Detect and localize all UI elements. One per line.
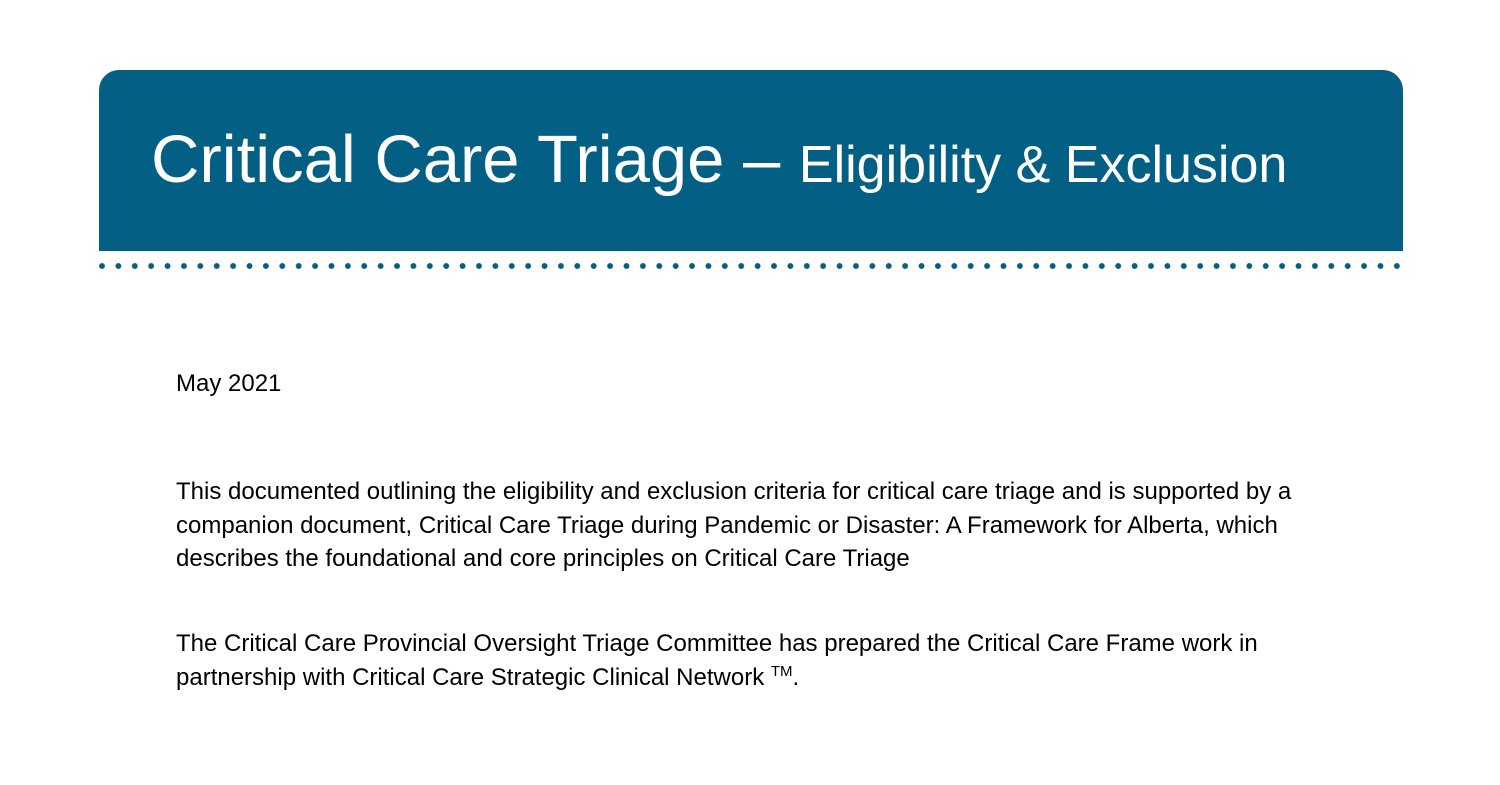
dotted-divider <box>99 262 1409 272</box>
title-banner <box>99 70 1403 251</box>
committee-paragraph <box>176 627 1326 694</box>
page-subtitle: Eligibility & Exclusion <box>798 136 1288 194</box>
trademark-symbol: TM <box>770 662 793 680</box>
document-date: May 2021 <box>176 370 282 397</box>
intro-paragraph: This documented outlining the eligibility and exclusion criteria for critical care triage and is supported by a companion document, Critical Care Triage during Pandemic or Disaster: A Framework for Alberta, which describes the foundational and core principles on Critical Care Triage <box>176 478 1292 572</box>
page-title: Critical Care Triage – <box>151 122 799 197</box>
committee-paragraph-end: . <box>792 663 800 691</box>
committee-paragraph-text: The Critical Care Provincial Oversight Triage Committee has prepared the Critical Care Frame work in partnership with Critical Care Strategic Clinical Network <box>176 630 1258 691</box>
